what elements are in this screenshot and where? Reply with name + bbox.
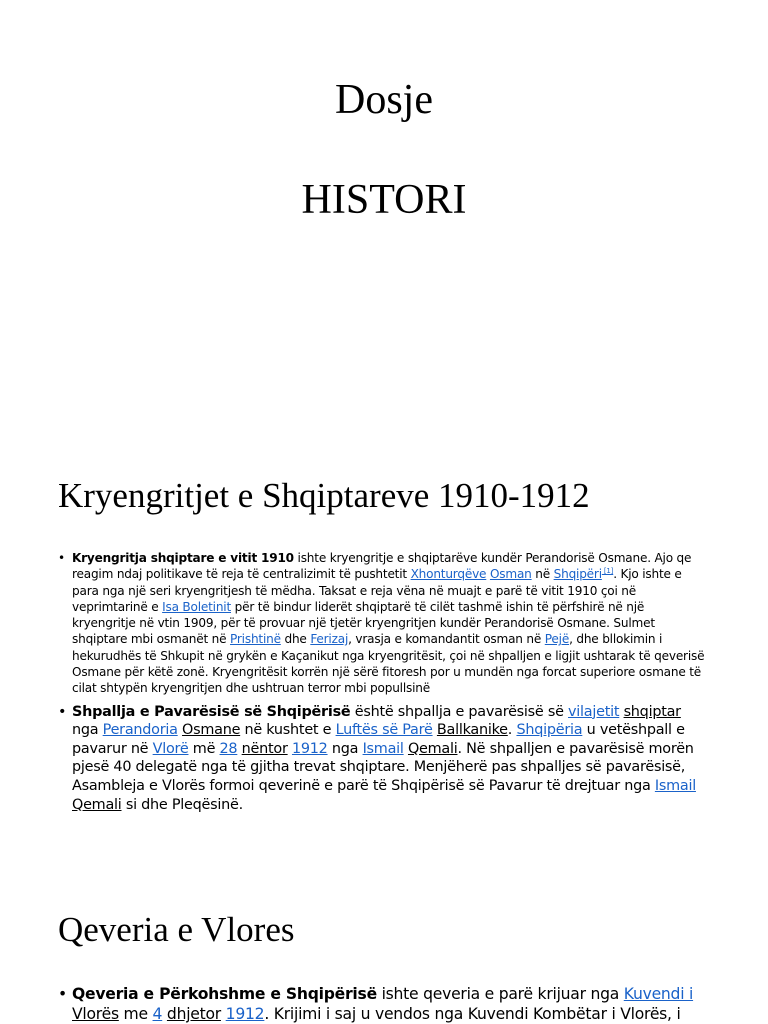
link-vlore[interactable]: Vlorë: [152, 740, 189, 757]
bold-term: Shpallja e Pavarësisë së Shqipërisë: [72, 703, 351, 720]
link-xhonturqeve[interactable]: Xhonturqëve: [410, 567, 487, 582]
underlined-text: Vlorës: [72, 1005, 119, 1023]
link-prishtine[interactable]: Prishtinë: [230, 632, 281, 647]
text: nga: [72, 722, 103, 739]
text: ishte kryengritje e shqiptarëve kundër Perandorisë Osmane. Ajo qe reagim ndaj politikave të reja të centralizimit të pushtetit: [72, 551, 692, 582]
footnote-ref[interactable]: [602, 567, 613, 575]
footnote-link[interactable]: [1]: [601, 567, 614, 576]
link-perandoria[interactable]: Perandoria: [102, 722, 178, 739]
text: u vetëshpall e pavarur në: [72, 722, 685, 757]
document-subtitle: HISTORI: [301, 177, 467, 223]
text: , dhe bllokimin i hekurudhës të Shkupit në grykën e Kaçanikut nga kryengritësit, çoi në shpalljen e ligjit ushtarak të qeverisë Osmane për këtë zonë. Kryengritësit korrën një sërë fitoresh por u mundën nga forcat superiore osmane të cilat shtypën kryengritjen dhe ushtruan terror mbi popullsinë: [72, 632, 705, 696]
text: . Kjo ishte e para nga një seri kryengritjesh të mëdha. Taksat e reja vëna në muajt e parë të vitit 1910 çoi në veprimtarinë e: [72, 567, 682, 614]
underlined-text: dhjetor: [166, 1005, 221, 1023]
underlined-text: Qemali: [72, 796, 122, 813]
link-4[interactable]: 4: [152, 1005, 163, 1023]
section-heading-government: Qeveria e Vlores: [58, 910, 295, 949]
link-1912[interactable]: 1912: [291, 740, 328, 757]
underlined-text: Ballkanike: [436, 722, 508, 739]
text: nga: [327, 740, 363, 757]
link-luftes-se-pare[interactable]: Luftës së Parë: [335, 722, 433, 739]
list-item: [58, 703, 708, 815]
text: ishte qeveria e parë krijuar nga: [376, 985, 624, 1003]
document-title: Dosje: [335, 77, 433, 123]
text: në: [531, 567, 554, 582]
underlined-text: nëntor: [241, 740, 288, 757]
text: si dhe Pleqësinë.: [121, 796, 243, 813]
text: . Krijimi i saj u vendos nga Kuvendi Kombëtar i Vlorës, i: [264, 1005, 681, 1023]
link-28[interactable]: 28: [219, 740, 238, 757]
text: për të bindur liderët shqiptarë të cilët tashmë ishin të përfshirë në një kryengritje në vtin 1909, për të provuar një tjetër kryengritjen kundër Perandorisë Osmane. Sulmet shqiptare mbi osmanët në: [72, 599, 655, 647]
text: dhe: [280, 632, 311, 647]
list-item: [58, 550, 708, 697]
link-kuvendi[interactable]: Kuvendi i: [623, 985, 694, 1003]
text: me: [118, 1005, 153, 1023]
underlined-text: Qemali: [407, 740, 458, 757]
list-item: [58, 984, 708, 1024]
link-shqiperia[interactable]: Shqipëria: [516, 722, 583, 739]
link-ferizaj[interactable]: Ferizaj: [310, 632, 349, 647]
link-vilajetit[interactable]: vilajetit: [568, 703, 620, 720]
text: .: [507, 722, 517, 739]
link-ismail[interactable]: Ismail: [654, 778, 696, 795]
text: në kushtet e: [240, 722, 336, 739]
bold-term: Qeveria e Përkohshme e Shqipërisë: [72, 985, 377, 1003]
underlined-text: shqiptar: [623, 703, 681, 720]
link-shqiperi[interactable]: Shqipëri: [553, 567, 602, 582]
link-isa-boletini[interactable]: Isa Boletinit: [162, 599, 231, 614]
link-peje[interactable]: Pejë: [544, 632, 570, 647]
link-1912[interactable]: 1912: [225, 1005, 265, 1023]
link-ismail[interactable]: Ismail: [362, 740, 404, 757]
link-osman[interactable]: Osman: [489, 567, 532, 582]
text: më: [188, 740, 220, 757]
bold-term: Kryengritja shqiptare e vitit 1910: [72, 551, 294, 565]
section-heading-uprisings: Kryengritjet e Shqiptareve 1910-1912: [58, 476, 590, 515]
bullet-list-government: [58, 984, 708, 1024]
text: , vrasja e komandantit osman në: [348, 632, 545, 647]
text: . Në shpalljen e pavarësisë morën pjesë 40 delegatë nga të gjitha trevat shqiptare. Menjëherë pas shpalljes së pavarësisë, Asambleja e Vlorës formoi qeverinë e parë të Shqipërisë së Pavarur të drejtuar nga: [72, 740, 694, 795]
text: është shpallja e pavarësisë së: [350, 703, 569, 720]
underlined-text: Osmane: [182, 722, 241, 739]
bullet-list-uprisings: [58, 550, 708, 814]
